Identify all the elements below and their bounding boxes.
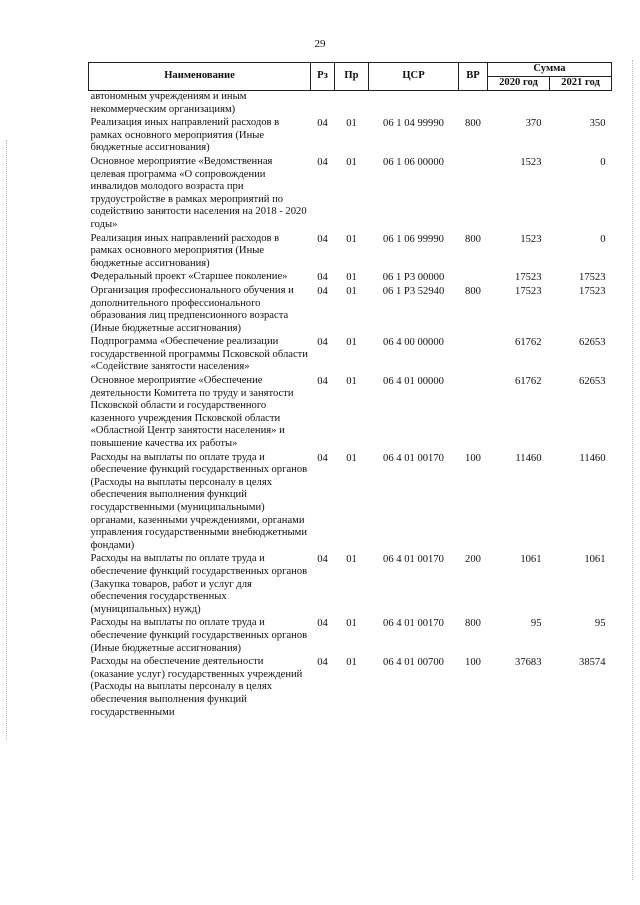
cell-sum-2021: 62653 <box>579 376 606 388</box>
cell-vr: 200 <box>465 554 481 566</box>
cell-vr <box>459 271 488 285</box>
header-pr: Пр <box>335 63 369 91</box>
budget-table-container <box>88 62 611 720</box>
table-row <box>89 617 612 656</box>
header-vr: ВР <box>459 63 488 91</box>
cell-sum-2020: 95 <box>530 618 542 630</box>
cell-name: автономным учреждениям и иным некоммерческим организациям) <box>90 91 247 115</box>
cell-pr: 01 <box>346 285 357 297</box>
table-row <box>89 91 612 118</box>
cell-sum-2020: 37683 <box>515 657 542 669</box>
cell-vr <box>459 375 488 452</box>
cell-sum-2021: 38574 <box>579 657 606 669</box>
cell-sum-2021: 0 <box>600 233 606 245</box>
scan-edge-left <box>6 140 7 740</box>
budget-table <box>88 62 612 720</box>
cell-rz: 04 <box>317 118 328 130</box>
table-row <box>89 553 612 617</box>
cell-vr: 800 <box>465 233 481 245</box>
cell-sum-2021: 17523 <box>579 285 606 297</box>
cell-rz: 04 <box>317 618 328 630</box>
cell-sum-2020: 61762 <box>515 337 542 349</box>
cell-rz <box>311 91 335 118</box>
cell-rz: 04 <box>317 337 328 349</box>
header-rz: Рз <box>311 63 335 91</box>
cell-pr: 01 <box>346 618 357 630</box>
table-row <box>89 233 612 272</box>
header-year-2020: 2020 год <box>488 77 550 91</box>
cell-pr <box>335 91 369 118</box>
cell-name: Реализация иных направлений расходов в рамках основного мероприятия (Иные бюджетные ассигнования) <box>90 117 280 154</box>
cell-csr: 06 1 P3 52940 <box>382 285 445 297</box>
scan-edge-right <box>632 60 633 880</box>
cell-vr <box>459 156 488 233</box>
cell-pr: 01 <box>346 233 357 245</box>
cell-rz: 04 <box>317 657 328 669</box>
cell-sum-2020: 1523 <box>520 156 542 168</box>
cell-vr: 100 <box>465 657 481 669</box>
cell-sum-2020: 17523 <box>515 272 542 284</box>
cell-vr: 800 <box>465 618 481 630</box>
cell-sum-2020: 17523 <box>515 285 542 297</box>
cell-name: Расходы на выплаты по оплате труда и обеспечение функций государственных органов (Закупка товаров, работ и услуг для обеспечения государственных (муниципальных) нужд) <box>90 553 308 615</box>
cell-pr: 01 <box>346 118 357 130</box>
cell-rz: 04 <box>317 376 328 388</box>
cell-name: Реализация иных направлений расходов в рамках основного мероприятия (Иные бюджетные ассигнования) <box>90 232 280 269</box>
cell-csr: 06 4 00 00000 <box>383 337 444 349</box>
cell-vr: 800 <box>465 285 481 297</box>
table-body <box>89 91 612 721</box>
table-row <box>89 452 612 554</box>
cell-name: Расходы на обеспечение деятельности (оказание услуг) государственных учреждений (Расходы на выплаты персоналу в целях обеспечения выполнения функций государственными <box>90 656 303 718</box>
cell-sum-2020: 1523 <box>520 233 542 245</box>
cell-rz: 04 <box>317 452 328 464</box>
cell-name: Федеральный проект «Старшее поколение» <box>90 271 288 283</box>
table-row <box>89 656 612 720</box>
cell-csr: 06 4 01 00000 <box>383 376 444 388</box>
cell-name: Подпрограмма «Обеспечение реализации государственной программы Псковской области «Содействие занятости населения» <box>90 336 308 373</box>
cell-pr: 01 <box>346 554 357 566</box>
cell-vr: 800 <box>465 118 481 130</box>
cell-name: Расходы на выплаты по оплате труда и обеспечение функций государственных органов (Расходы на выплаты персоналу в целях обеспечения выполнения функций государственными (муниципальными) органами, казенными учреждениями, органами управления государственными внебюджетными фондами) <box>90 451 308 551</box>
cell-csr: 06 1 06 99990 <box>383 233 444 245</box>
header-sum: Сумма <box>488 63 612 77</box>
cell-csr: 06 4 01 00170 <box>383 452 444 464</box>
cell-sum-2021: 350 <box>589 118 606 130</box>
cell-sum-2021: 17523 <box>579 272 606 284</box>
cell-sum-2021: 1061 <box>584 554 606 566</box>
cell-name: Основное мероприятие «Обеспечение деятельности Комитета по труду и занятости Псковской области и государственного казенного учреждения Псковской области «Областной Центр занятости населения» и повышение качества их работы» <box>90 375 294 450</box>
cell-sum-2020: 370 <box>525 118 542 130</box>
cell-vr <box>459 336 488 375</box>
cell-csr: 06 1 P3 00000 <box>382 272 445 284</box>
table-row <box>89 285 612 336</box>
cell-rz: 04 <box>317 285 328 297</box>
table-row <box>89 271 612 285</box>
cell-sum-2020: 1061 <box>520 554 542 566</box>
cell-pr: 01 <box>346 272 357 284</box>
cell-sum-2021: 95 <box>594 618 606 630</box>
cell-pr: 01 <box>346 452 357 464</box>
page-number: 29 <box>314 38 326 50</box>
cell-pr: 01 <box>346 337 357 349</box>
cell-pr: 01 <box>346 156 357 168</box>
cell-sum-2020 <box>488 91 550 118</box>
cell-vr: 100 <box>465 452 481 464</box>
cell-csr: 06 1 04 99990 <box>383 118 444 130</box>
cell-sum-2021: 0 <box>600 156 606 168</box>
header-csr: ЦСР <box>369 63 459 91</box>
cell-sum-2021 <box>550 91 612 118</box>
table-row <box>89 117 612 156</box>
table-row <box>89 156 612 233</box>
cell-rz: 04 <box>317 272 328 284</box>
cell-rz: 04 <box>317 554 328 566</box>
cell-sum-2021: 11460 <box>579 452 606 464</box>
cell-sum-2020: 61762 <box>515 376 542 388</box>
cell-csr: 06 1 06 00000 <box>383 156 444 168</box>
cell-csr <box>369 91 459 118</box>
table-row <box>89 375 612 452</box>
header-year-2021: 2021 год <box>550 77 612 91</box>
cell-name: Основное мероприятие «Ведомственная целевая программа «О сопровождении инвалидов молодого возраста при трудоустройстве в рамках мероприятий по содействию занятости населения на 2018 - 2020 годы» <box>90 155 307 230</box>
cell-rz: 04 <box>317 233 328 245</box>
cell-csr: 06 4 01 00170 <box>383 618 444 630</box>
cell-sum-2021: 62653 <box>579 337 606 349</box>
cell-csr: 06 4 01 00700 <box>383 657 444 669</box>
cell-csr: 06 4 01 00170 <box>383 554 444 566</box>
table-row <box>89 336 612 375</box>
header-name: Наименование <box>89 63 311 91</box>
cell-pr: 01 <box>346 376 357 388</box>
cell-rz: 04 <box>317 156 328 168</box>
cell-name: Расходы на выплаты по оплате труда и обеспечение функций государственных органов (Иные бюджетные ассигнования) <box>90 617 308 654</box>
cell-sum-2020: 11460 <box>515 452 542 464</box>
cell-vr <box>459 91 488 118</box>
cell-pr: 01 <box>346 657 357 669</box>
cell-name: Организация профессионального обучения и дополнительного профессионального образования лиц предпенсионного возраста (Иные бюджетные ассигнования) <box>90 284 294 334</box>
